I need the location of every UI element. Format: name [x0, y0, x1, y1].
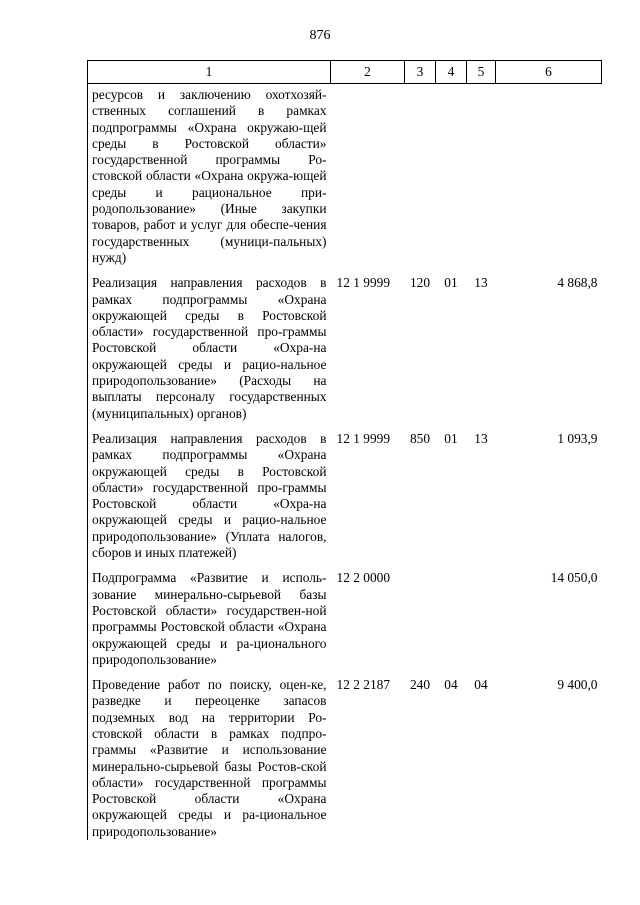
row-amount: 1 093,9: [557, 430, 598, 446]
header-col-6: 6: [496, 61, 602, 84]
table-row: [88, 431, 602, 561]
header-col-1: 1: [88, 61, 331, 84]
row-vr: [405, 570, 436, 668]
row-pr: [467, 570, 496, 668]
row-code: [331, 84, 405, 267]
row-name: ресурсов и заключению охотхозяй-ственных соглашений в рамках подпрограммы «Охрана окружаю-щей среды в Ростовской области» государственной программы Ро-стовской области «Охрана окружа-ющей среды и рациональное при-родопользование» (Иные закупки товаров, работ и услуг для обеспе-чения государственных (муници-пальных) нужд): [88, 84, 331, 267]
row-code: 12 1 9999: [336, 275, 391, 291]
row-pr: 13: [474, 275, 488, 291]
row-name: Проведение работ по поиску, оцен-ке, разведке и переоценке запасов подземных вод на территории Ро-стовской области в рамках подпро-граммы «Развитие и использование минерально-сырьевой базы Ростов-ской области» государственной программы Ростовской области «Охрана окружающей среды и ра-циональное природопользование»: [88, 677, 331, 840]
row-code: 12 2 0000: [336, 570, 391, 586]
row-amount: 14 050,0: [550, 570, 598, 586]
row-name: Реализация направления расходов в рамках подпрограммы «Охрана окружающей среды в Ростовской области» государственной про-граммы Ростовской области «Охра-на окружающей среды и рацио-нальное природопользование» (Уплата налогов, сборов и иных платежей): [88, 431, 331, 561]
row-rz: [436, 84, 467, 267]
row-amount: 4 868,8: [557, 275, 598, 291]
table-row: [88, 275, 602, 422]
row-vr: 850: [409, 430, 431, 446]
table-row: [88, 84, 602, 267]
page-number: 876: [309, 28, 331, 43]
row-code: 12 2 2187: [336, 677, 391, 693]
row-rz: [436, 570, 467, 668]
row-name: Реализация направления расходов в рамках подпрограммы «Охрана окружающей среды в Ростовской области» государственной про-граммы Ростовской области «Охра-на окружающей среды и рацио-нальное природопользование» (Расходы на выплаты персоналу государственных (муниципальных) органов): [88, 275, 331, 422]
row-pr: 04: [474, 677, 488, 693]
row-pr: [467, 84, 496, 267]
row-rz: 01: [444, 275, 458, 291]
row-amount: 9 400,0: [557, 677, 598, 693]
row-amount: [496, 84, 602, 267]
header-row: [88, 61, 602, 84]
header-col-3: 3: [405, 61, 436, 84]
row-vr: 240: [409, 677, 431, 693]
header-col-4: 4: [436, 61, 467, 84]
row-vr: 120: [409, 275, 431, 291]
table-row: [88, 677, 602, 840]
table-row: [88, 570, 602, 668]
row-name: Подпрограмма «Развитие и исполь-зование минерально-сырьевой базы Ростовской области» государствен-ной программы Ростовской области «Охрана окружающей среды и ра-ционального природопользование»: [88, 570, 331, 668]
row-code: 12 1 9999: [336, 430, 391, 446]
header-col-2: 2: [331, 61, 405, 84]
row-vr: [405, 84, 436, 267]
budget-table: [87, 60, 602, 840]
row-rz: 04: [444, 677, 458, 693]
header-col-5: 5: [467, 61, 496, 84]
row-rz: 01: [444, 430, 458, 446]
row-pr: 13: [474, 430, 488, 446]
